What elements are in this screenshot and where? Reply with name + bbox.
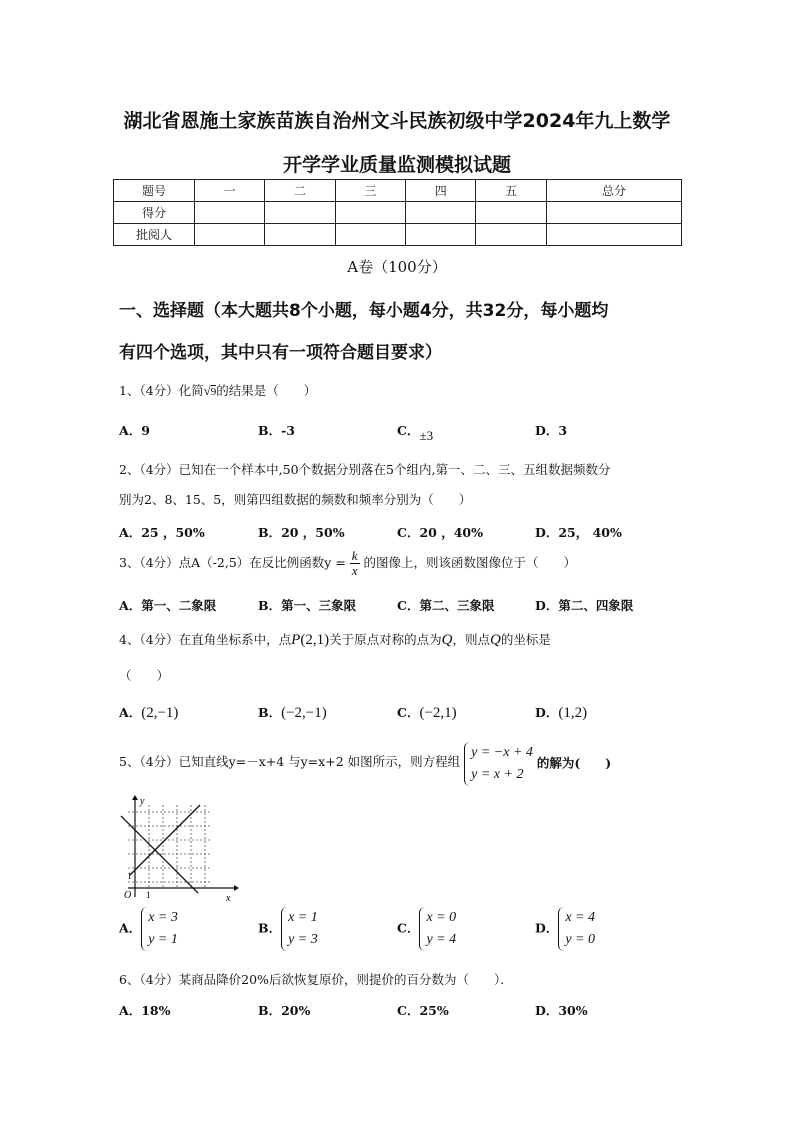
equation-system <box>464 742 533 786</box>
system-eq-y: y = 3 <box>288 932 318 947</box>
origin-label: O <box>124 890 132 901</box>
option-label: B． <box>258 920 282 936</box>
x-axis-arrow <box>234 885 239 891</box>
q4-option-b[interactable] <box>258 703 327 722</box>
q6-option-a[interactable]: A．18% <box>119 1003 171 1018</box>
q3-option-d[interactable]: D．第二、四象限 <box>535 598 634 613</box>
paper-a-heading: A卷（100分） <box>347 258 447 276</box>
q2-option-d[interactable]: D．25， 40% <box>535 525 622 540</box>
score-table-row <box>114 202 682 224</box>
q2-option-c[interactable]: C．20 ，40% <box>397 525 483 540</box>
q4-option-d[interactable] <box>535 703 587 722</box>
score-input-cell[interactable] <box>265 202 335 224</box>
option-system <box>281 907 318 951</box>
section-heading-line2: 有四个选项，其中只有一项符合题目要求） <box>119 343 442 363</box>
fraction-denominator: x <box>351 563 358 578</box>
q3-suffix: 的图像上，则该函数图像位于（ ） <box>363 555 577 570</box>
option-value: (2,−1) <box>141 705 179 721</box>
score-input-cell[interactable] <box>476 224 546 246</box>
question-4-line1 <box>119 630 551 649</box>
option-value: (−2,−1) <box>281 705 327 721</box>
score-table-cell: 一 <box>195 180 265 202</box>
q6-option-c[interactable]: C．25% <box>397 1003 449 1018</box>
score-input-cell[interactable] <box>406 224 476 246</box>
system-eq-y: y = 0 <box>565 932 596 947</box>
q6-option-d[interactable]: D．30% <box>535 1003 588 1018</box>
score-table-cell: 二 <box>265 180 335 202</box>
point-p: P <box>291 632 301 648</box>
y-axis-arrow <box>132 795 138 800</box>
option-label: C． <box>397 705 420 720</box>
q2-option-a[interactable]: A．25 ，50% <box>119 525 205 540</box>
q3-option-a[interactable]: A．第一、二象限 <box>119 598 217 613</box>
section-heading-line1: 一、选择题（本大题共8个小题，每小题4分，共32分，每小题均 <box>119 301 609 321</box>
score-input-cell[interactable] <box>476 202 546 224</box>
q2-option-b[interactable]: B．20 ，50% <box>258 525 345 540</box>
q5-option-c[interactable] <box>397 907 456 951</box>
line-y-neg-x-plus-4 <box>121 816 198 893</box>
x-tick-label: 1 <box>146 890 151 900</box>
score-table-row <box>114 224 682 246</box>
score-table-cell: 题号 <box>114 180 195 202</box>
score-input-cell[interactable] <box>195 224 265 246</box>
q1-prefix: 1、（4分）化简 <box>119 383 204 398</box>
score-input-cell[interactable] <box>195 202 265 224</box>
y-tick-label: 1 <box>127 871 132 881</box>
option-label: D． <box>535 920 559 936</box>
q3-option-c[interactable]: C．第二、三象限 <box>397 598 495 613</box>
point-p-coords: (2,1) <box>300 632 330 648</box>
system-eq-y: y = 1 <box>148 932 178 947</box>
score-row-label: 批阅人 <box>114 224 195 246</box>
score-table-header-row <box>114 180 682 202</box>
q4-option-c[interactable] <box>397 703 457 722</box>
system-eq-x: x = 0 <box>426 910 457 925</box>
score-table-cell: 五 <box>476 180 546 202</box>
score-input-cell[interactable] <box>335 202 405 224</box>
question-1 <box>119 381 316 399</box>
system-eq-2: y = x + 2 <box>471 767 524 782</box>
q6-option-b[interactable]: B．20% <box>258 1003 311 1018</box>
question-6: 6、（4分）某商品降价20%后欲恢复原价，则提价的百分数为（ ）． <box>119 972 513 987</box>
score-input-cell[interactable] <box>406 202 476 224</box>
option-label: A． <box>119 920 142 936</box>
option-label: A． <box>119 705 142 720</box>
question-2-line1: 2、（4分）已知在一个样本中,50个数据分别落在5个组内,第一、二、三、五组数据频数分 <box>119 462 611 477</box>
q1-option-c-math: ±3 <box>419 428 434 443</box>
sqrt-radicand: 9 <box>210 386 217 398</box>
option-label: D． <box>535 705 559 720</box>
q5-option-b[interactable] <box>258 907 318 951</box>
question-4-line2: （ ） <box>119 668 170 683</box>
q4-text: 的坐标是 <box>500 632 551 647</box>
system-eq-1: y = −x + 4 <box>471 745 533 760</box>
exam-title-line2: 开学学业质量监测模拟试题 <box>282 154 511 176</box>
score-input-cell[interactable] <box>335 224 405 246</box>
q1-option-d[interactable]: D．3 <box>535 423 568 438</box>
y-axis-label: y <box>140 796 145 807</box>
q5-line-graph <box>116 793 240 903</box>
score-table <box>113 179 682 246</box>
q4-text: ，则点 <box>452 632 490 647</box>
option-value: (1,2) <box>558 705 588 721</box>
sqrt-radical: √9 <box>203 383 217 398</box>
option-label: C． <box>397 920 420 936</box>
graph-grid <box>128 805 212 888</box>
q3-prefix: 3、（4分）点A（-2,5）在反比例函数y = <box>119 555 346 570</box>
question-2-line2: 别为2、8、15、5，则第四组数据的频数和频率分别为（ ） <box>119 492 472 507</box>
q5-prefix: 5、（4分）已知直线y=－x+4 与y=x+2 如图所示，则方程组 <box>119 753 461 769</box>
q5-suffix: 的解为( ) <box>536 755 612 771</box>
q3-option-b[interactable]: B．第一、三象限 <box>258 598 357 613</box>
q4-text: 关于原点对称的点为 <box>329 632 442 647</box>
score-table-cell: 总分 <box>546 180 681 202</box>
fraction-numerator: k <box>351 548 358 563</box>
option-value: (−2,1) <box>419 705 457 721</box>
system-eq-x: x = 1 <box>288 910 318 925</box>
score-row-label: 得分 <box>114 202 195 224</box>
question-5 <box>119 742 611 786</box>
score-input-cell[interactable] <box>546 202 681 224</box>
q1-option-c-label: C． <box>397 423 420 438</box>
question-3 <box>119 549 576 578</box>
system-eq-x: x = 4 <box>565 910 596 925</box>
option-system <box>419 907 456 951</box>
score-table-cell: 四 <box>406 180 476 202</box>
option-label: B． <box>258 705 282 720</box>
q5-option-d[interactable] <box>535 907 595 951</box>
fraction-k-over-x <box>350 549 360 578</box>
q4-option-a[interactable] <box>119 703 178 722</box>
score-table-cell: 三 <box>335 180 405 202</box>
q1-option-b[interactable]: B．-3 <box>258 423 295 438</box>
q1-option-c[interactable] <box>397 421 434 443</box>
point-q: Q <box>441 632 453 648</box>
score-input-cell[interactable] <box>265 224 335 246</box>
score-input-cell[interactable] <box>546 224 681 246</box>
q1-suffix: 的结果是（ ） <box>216 383 317 398</box>
exam-title-line1: 湖北省恩施土家族苗族自治州文斗民族初级中学2024年九上数学 <box>123 110 671 132</box>
option-system <box>141 907 178 951</box>
q1-option-a[interactable]: A．9 <box>119 423 150 438</box>
option-system <box>558 907 595 951</box>
x-axis-label: x <box>226 893 231 903</box>
system-eq-x: x = 3 <box>148 910 178 925</box>
q5-option-a[interactable] <box>119 907 178 951</box>
system-eq-y: y = 4 <box>426 932 457 947</box>
q4-text: 4、（4分）在直角坐标系中，点 <box>119 632 292 647</box>
point-q: Q <box>489 632 501 648</box>
